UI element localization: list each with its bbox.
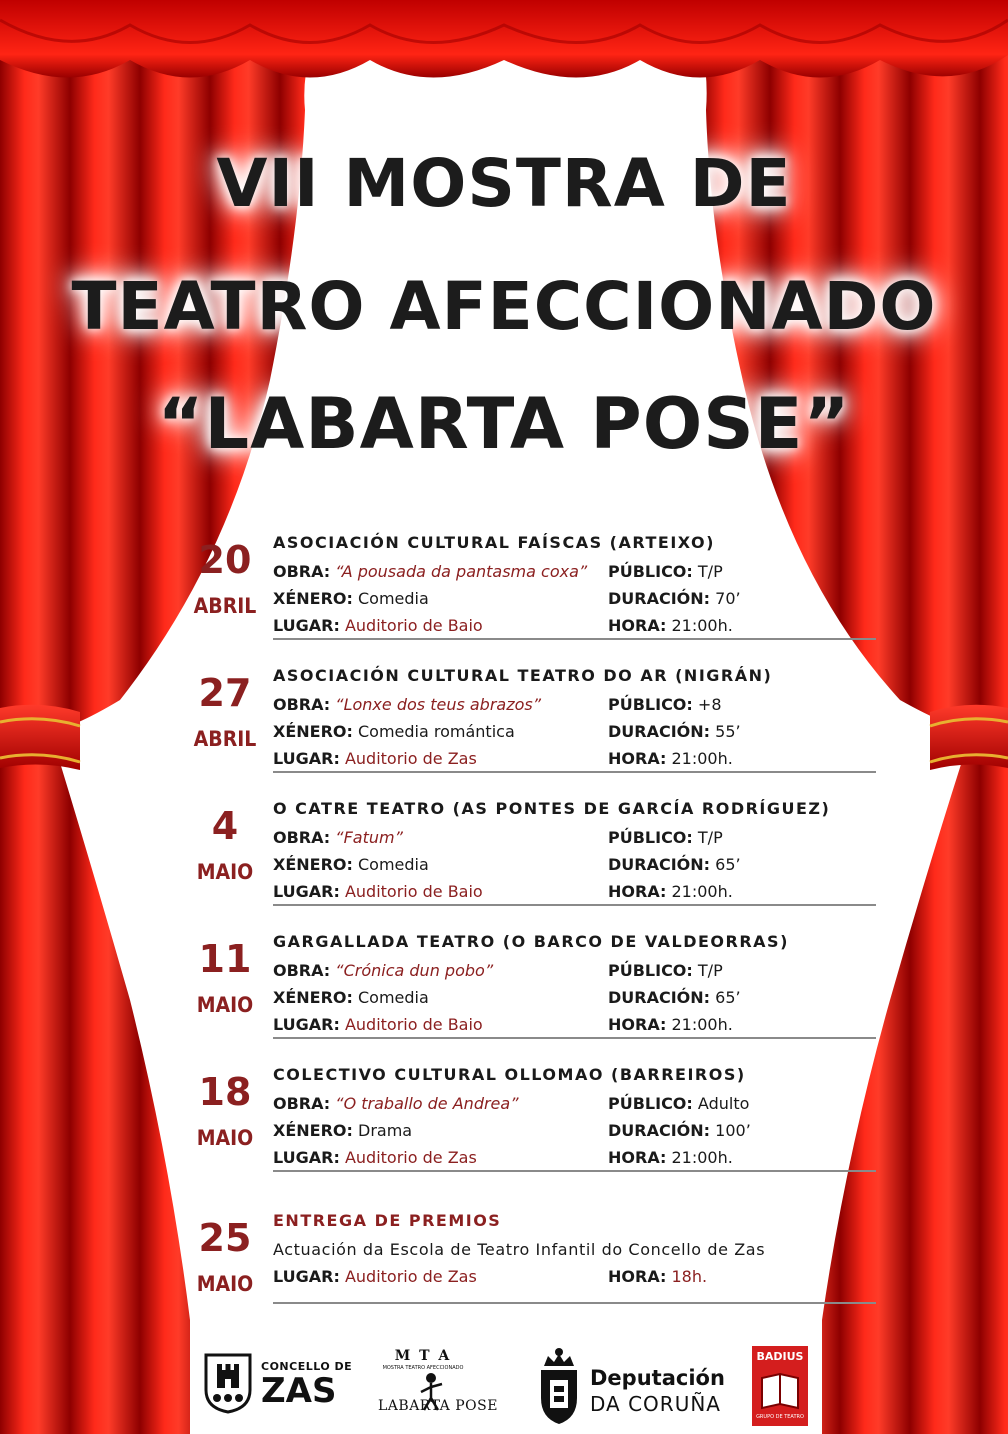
event-month: MAIO <box>196 993 254 1017</box>
deputacion-logo <box>536 1346 725 1426</box>
lugar-label: LUGAR: <box>273 882 340 901</box>
title-line-2: TEATRO AFECCIONADO <box>71 268 937 345</box>
hora-value: 21:00h. <box>671 616 733 635</box>
lugar-label: LUGAR: <box>273 1267 340 1286</box>
awards-heading: ENTREGA DE PREMIOS <box>273 1211 502 1230</box>
event-date <box>180 939 270 1017</box>
event-day: 18 <box>198 1070 252 1114</box>
mta-label: M T A <box>394 1348 452 1364</box>
divider <box>273 638 876 640</box>
concello-label: CONCELLO DE <box>261 1360 353 1373</box>
event-info <box>273 931 876 1038</box>
divider <box>273 1302 876 1304</box>
event-month: MAIO <box>196 1272 254 1296</box>
awards-description: Actuación da Escola de Teatro Infantil do Concello de Zas <box>273 1240 766 1259</box>
xenero-label: XÉNERO: <box>273 722 353 741</box>
coruna-label: DA CORUÑA <box>590 1392 721 1416</box>
event-info <box>273 532 876 639</box>
hora-value: 21:00h. <box>671 749 733 768</box>
publico-label: PÚBLICO: <box>608 961 693 980</box>
event-date <box>180 540 270 618</box>
sponsor-logos <box>0 1340 1008 1434</box>
lugar-value: Auditorio de Zas <box>344 1148 477 1167</box>
hora-label: HORA: <box>608 1267 667 1286</box>
xenero-label: XÉNERO: <box>273 855 353 874</box>
event-day: 27 <box>198 671 252 715</box>
publico-label: PÚBLICO: <box>608 828 693 847</box>
publico-label: PÚBLICO: <box>608 562 693 581</box>
xenero-value: Comedia romántica <box>358 722 515 741</box>
event-info <box>273 1210 876 1290</box>
xenero-label: XÉNERO: <box>273 988 353 1007</box>
divider <box>273 771 876 773</box>
hora-label: HORA: <box>608 616 667 635</box>
xenero-value: Drama <box>358 1121 413 1140</box>
obra-label: OBRA: <box>273 562 331 581</box>
hora-label: HORA: <box>608 1015 667 1034</box>
hora-label: HORA: <box>608 882 667 901</box>
event-troupe: GARGALLADA TEATRO (O BARCO DE VALDEORRAS) <box>273 932 789 951</box>
left-tieback <box>0 705 80 770</box>
event-troupe: ASOCIACIÓN CULTURAL FAÍSCAS (ARTEIXO) <box>273 533 715 552</box>
hora-value: 21:00h. <box>671 1148 733 1167</box>
right-tieback <box>930 705 1008 770</box>
event-date <box>180 673 270 751</box>
xenero-value: Comedia <box>358 988 429 1007</box>
event-day: 25 <box>198 1216 252 1260</box>
badius-label: BADIUS <box>756 1350 804 1363</box>
duracion-value: 100’ <box>715 1121 751 1140</box>
event-troupe: COLECTIVO CULTURAL OLLOMAO (BARREIROS) <box>273 1065 746 1084</box>
event-info <box>273 665 876 772</box>
event-date <box>180 1072 270 1150</box>
duracion-label: DURACIÓN: <box>608 1121 711 1140</box>
event-day: 20 <box>198 538 252 582</box>
event-month: MAIO <box>196 860 254 884</box>
event-day: 4 <box>211 804 239 848</box>
obra-value: “Crónica dun pobo” <box>335 961 494 980</box>
concello-zas-logo <box>203 1352 353 1414</box>
event-month: ABRIL <box>193 727 257 751</box>
event-month: MAIO <box>196 1126 254 1150</box>
duracion-value: 55’ <box>715 722 741 741</box>
obra-value: “Lonxe dos teus abrazos” <box>335 695 542 714</box>
lugar-value: Auditorio de Zas <box>344 1267 477 1286</box>
duracion-label: DURACIÓN: <box>608 855 711 874</box>
obra-label: OBRA: <box>273 1094 331 1113</box>
divider <box>273 1037 876 1039</box>
duracion-label: DURACIÓN: <box>608 722 711 741</box>
hora-label: HORA: <box>608 749 667 768</box>
lugar-value: Auditorio de Baio <box>344 616 483 635</box>
event-info <box>273 1064 876 1171</box>
lugar-value: Auditorio de Zas <box>344 749 477 768</box>
hora-value: 21:00h. <box>671 882 733 901</box>
publico-value: T/P <box>697 828 723 847</box>
duracion-label: DURACIÓN: <box>608 988 711 1007</box>
event-day: 11 <box>198 937 252 981</box>
mta-sub-label: MOSTRA TEATRO AFECCIONADO <box>382 1365 464 1371</box>
lugar-label: LUGAR: <box>273 749 340 768</box>
publico-label: PÚBLICO: <box>608 1094 693 1113</box>
event-troupe: ASOCIACIÓN CULTURAL TEATRO DO AR (NIGRÁN) <box>273 666 773 685</box>
duracion-value: 65’ <box>715 855 741 874</box>
obra-value: “A pousada da pantasma coxa” <box>335 562 588 581</box>
theatre-book-icon <box>758 1368 802 1416</box>
publico-value: Adulto <box>697 1094 750 1113</box>
badius-sub-label: GRUPO DE TEATRO <box>756 1414 804 1420</box>
xenero-label: XÉNERO: <box>273 589 353 608</box>
hora-value: 18h. <box>671 1267 708 1286</box>
obra-label: OBRA: <box>273 695 331 714</box>
crowned-shield-icon <box>536 1346 582 1426</box>
publico-value: +8 <box>697 695 722 714</box>
duracion-value: 65’ <box>715 988 741 1007</box>
xenero-label: XÉNERO: <box>273 1121 353 1140</box>
obra-value: “Fatum” <box>335 828 403 847</box>
divider <box>273 1170 876 1172</box>
mta-labarta-logo <box>378 1348 498 1418</box>
valance <box>0 0 1008 78</box>
hora-label: HORA: <box>608 1148 667 1167</box>
zas-label: ZAS <box>261 1371 337 1411</box>
xenero-value: Comedia <box>358 589 429 608</box>
publico-value: T/P <box>697 562 723 581</box>
castle-shield-icon <box>203 1352 253 1414</box>
publico-label: PÚBLICO: <box>608 695 693 714</box>
lugar-label: LUGAR: <box>273 1015 340 1034</box>
lugar-value: Auditorio de Baio <box>344 1015 483 1034</box>
obra-label: OBRA: <box>273 961 331 980</box>
obra-label: OBRA: <box>273 828 331 847</box>
badius-logo <box>752 1346 808 1426</box>
event-date <box>180 1218 270 1296</box>
xenero-value: Comedia <box>358 855 429 874</box>
lugar-value: Auditorio de Baio <box>344 882 483 901</box>
duracion-value: 70’ <box>715 589 741 608</box>
title-line-1: VII MOSTRA DE <box>216 145 792 222</box>
lugar-label: LUGAR: <box>273 616 340 635</box>
title-line-3: “LABARTA POSE” <box>157 383 851 465</box>
deputacion-label: Deputación <box>590 1366 725 1390</box>
event-info <box>273 798 876 905</box>
publico-value: T/P <box>697 961 723 980</box>
hora-value: 21:00h. <box>671 1015 733 1034</box>
event-troupe: O CATRE TEATRO (AS PONTES DE GARCÍA RODRÍGUEZ) <box>273 799 831 818</box>
lugar-label: LUGAR: <box>273 1148 340 1167</box>
event-month: ABRIL <box>193 594 257 618</box>
event-date <box>180 806 270 884</box>
obra-value: “O traballo de Andrea” <box>335 1094 519 1113</box>
divider <box>273 904 876 906</box>
duracion-label: DURACIÓN: <box>608 589 711 608</box>
labarta-label: LABARTA POSE <box>378 1398 498 1414</box>
